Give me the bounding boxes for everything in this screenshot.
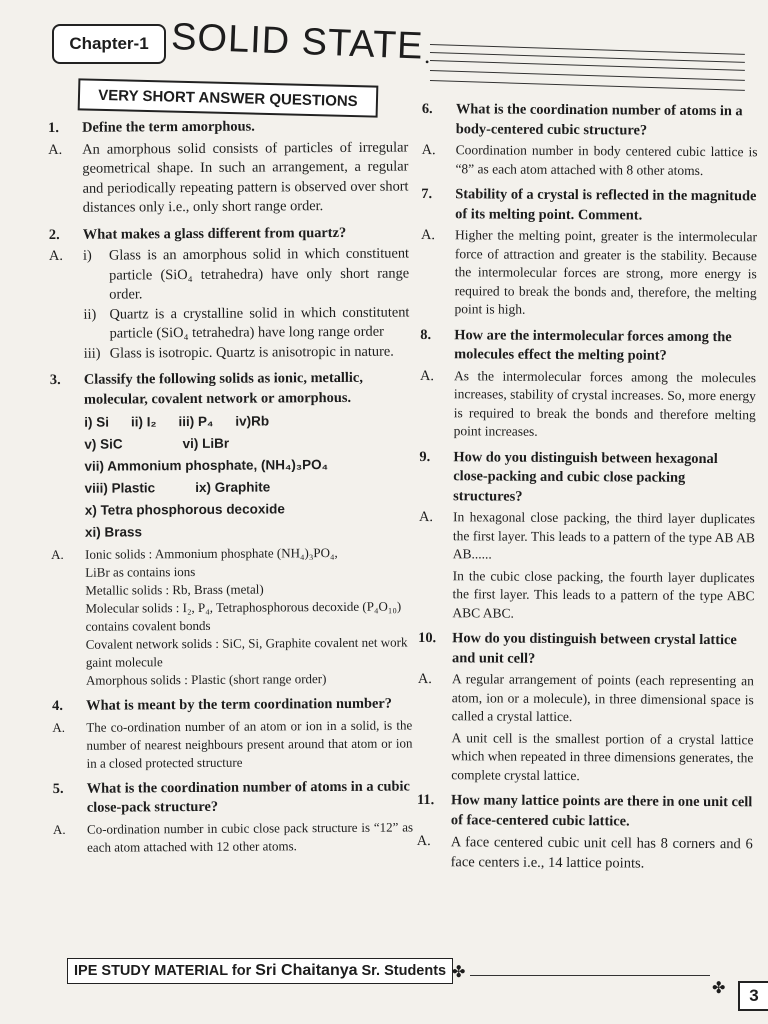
answer-line: Metallic solids : Rb, Brass (metal)	[85, 581, 264, 598]
footer-brand: Sri Chaitanya	[255, 962, 358, 979]
answer-text: Co-ordination number in cubic close pack structure is “12” as each atom attached with 12 other atoms.	[86, 818, 414, 855]
answer-label: A.	[417, 670, 432, 688]
page-number: 3	[738, 981, 768, 1011]
answer-8	[420, 366, 757, 442]
item-label: ii)	[83, 306, 97, 323]
question-9	[419, 447, 755, 508]
answer-label: A.	[48, 141, 63, 158]
footer-banner	[67, 958, 453, 984]
answer-label: A.	[48, 247, 64, 264]
question-number: 4.	[52, 697, 63, 714]
chapter-label: Chapter-1	[52, 24, 166, 64]
answer-label: A.	[420, 226, 436, 244]
answer-paragraph: In the cubic close packing, the fourth layer duplicates the first layer. This leads to a pattern of the type ABC ABC ABC.	[452, 567, 755, 621]
footer-prefix: IPE STUDY MATERIAL for	[74, 963, 252, 979]
question-number: 1.	[48, 119, 59, 136]
answer-label: A.	[52, 821, 66, 837]
question-number: 10.	[418, 629, 437, 647]
options-3	[50, 409, 411, 544]
item-text: Glass is an amorphous solid in which constituent particle (SiO₄ tetrahedra) have only short range order.	[108, 245, 410, 303]
footer-rule	[470, 975, 710, 976]
option: x) Tetra phosphorous decoxide	[84, 501, 285, 518]
question-4	[52, 694, 412, 716]
answer-1	[48, 138, 409, 219]
answer-7	[420, 226, 757, 321]
answer-3	[51, 543, 412, 690]
answer-label: A.	[421, 141, 436, 159]
item-label: iii)	[83, 345, 101, 362]
question-text: How do you distinguish between crystal lattice and unit cell?	[452, 630, 737, 667]
question-text: What makes a glass different from quartz?	[82, 224, 347, 243]
answer-6	[421, 141, 757, 180]
header-rule	[430, 70, 745, 81]
answer-2	[49, 244, 410, 364]
answer-label: A.	[51, 546, 64, 562]
answer-list	[83, 244, 410, 363]
answer-line: Amorphous solids : Plastic (short range order)	[85, 671, 327, 688]
answer-paragraphs	[451, 670, 754, 786]
question-text: What is the coordination number of atoms in a body-centered cubic structure?	[455, 101, 743, 139]
question-5	[53, 777, 413, 819]
item-text: Glass is isotropic. Quartz is anisotropic in nature.	[109, 343, 394, 362]
answer-line: Ionic solids : Ammonium phosphate (NH₄)₃PO₄,	[85, 544, 338, 562]
answer-line: Covalent network solids : SiC, Si, Graphite covalent net work gaint molecule	[85, 634, 408, 670]
question-number: 9.	[419, 448, 431, 465]
question-number: 11.	[417, 791, 435, 809]
left-column	[48, 109, 413, 856]
answer-text: A face centered cubic unit cell has 8 corners and 6 face centers i.e., 14 lattice points.	[450, 834, 753, 872]
options-spacer	[50, 412, 85, 544]
answer-label: A.	[418, 508, 434, 526]
question-number: 3.	[49, 371, 61, 388]
flourish-icon: ✤	[712, 980, 726, 997]
answer-line: Molecular solids : I₂, P₄, Tetraphosphorous decoxide (P₄O₁₀) contains covalent bonds	[85, 598, 402, 634]
question-number: 6.	[421, 100, 433, 118]
option: vi) LiBr	[182, 435, 230, 452]
answer-text: Higher the melting point, greater is the intermolecular force of attraction and greater is the stability. Because the intermolecular forces are strong, more energy is required to break the bonds and, therefore, the melting point is high.	[454, 227, 758, 317]
question-number: 2.	[48, 226, 60, 243]
answer-label: A.	[52, 719, 65, 735]
answer-label: A.	[419, 367, 435, 384]
question-text: How many lattice points are there in one unit cell of face-centered cubic lattice.	[450, 792, 753, 829]
option: iii) P₄	[178, 413, 214, 430]
answer-label: A.	[416, 832, 431, 850]
item-text: Quartz is a crystalline solid in which constitutent particle (SiO₄ tetrahedra) have long range order	[109, 303, 410, 342]
question-text: What is the coordination number of atoms in a cubic close-pack structure?	[86, 777, 410, 816]
question-text: How are the intermolecular forces among the molecules effect the melting point?	[454, 326, 732, 364]
option: iv)Rb	[235, 413, 270, 429]
header-bullet: •	[425, 55, 430, 69]
option: ii) I₂	[130, 414, 157, 430]
answer-paragraph: A unit cell is the smallest portion of a crystal lattice which when repeated in three dimensions generates, the complete crystal lattice.	[451, 729, 754, 783]
option: i) Si	[84, 414, 109, 430]
answer-11	[417, 832, 753, 874]
answer-text: The co-ordination number of an atom or ion in a solid, is the number of nearest neighbours present around that atom or ion in a closed protected structure	[86, 716, 413, 771]
answer-paragraph: A regular arrangement of points (each representing an atom, ion or a molecule), in three dimensional space is called a crystal lattice.	[451, 671, 754, 725]
answer-4	[52, 716, 412, 773]
item-label: i)	[82, 247, 92, 264]
options-list	[84, 409, 411, 543]
question-3	[50, 368, 410, 410]
section-label: VERY SHORT ANSWER QUESTIONS	[78, 78, 379, 117]
right-column	[417, 93, 758, 874]
answer-5	[53, 818, 413, 857]
question-6	[422, 100, 758, 141]
flourish-icon: ✤	[452, 964, 466, 981]
answer-paragraph: In hexagonal close packing, the third layer duplicates the first layer. This leads to a pattern of the type AB AB AB......	[452, 509, 756, 562]
question-2	[49, 223, 409, 245]
answer-line: LiBr as contains ions	[85, 563, 196, 580]
option: viii) Plastic	[84, 480, 156, 496]
chapter-title: SOLID STATE	[170, 16, 425, 68]
header-rule	[430, 80, 745, 91]
question-number: 7.	[421, 185, 433, 203]
answer-text: An amorphous solid consists of particles of irregular geometrical shape. In such an arrangement, a regular and periodically repeating pattern is observed over short distances only i.e., only short range order.	[82, 138, 409, 216]
question-number: 5.	[52, 780, 64, 797]
option: v) SiC	[84, 436, 123, 452]
header-rule	[430, 60, 745, 71]
question-10	[418, 629, 754, 670]
footer-suffix: Sr. Students	[361, 963, 447, 979]
question-1	[48, 116, 408, 138]
question-text: Classify the following solids as ionic, metallic, molecular, covalent network or amorphous.	[83, 369, 363, 408]
question-text: Define the term amorphous.	[82, 118, 255, 136]
question-text: What is meant by the term coordination number?	[86, 695, 392, 714]
answer-item	[83, 244, 409, 305]
question-8	[420, 325, 756, 366]
answer-paragraphs	[452, 508, 755, 624]
option: vii) Ammonium phosphate, (NH₄)₃PO₄	[84, 457, 329, 474]
answer-text: As the intermolecular forces among the molecules increases, stability of crystal increases. So, more energy is required to break the bonds and therefore melting point increases.	[453, 367, 757, 439]
question-text: How do you distinguish between hexagonal close-packing and cubic close packing structures?	[453, 448, 718, 505]
answer-10	[417, 670, 754, 786]
question-text: Stability of a crystal is reflected in the magnitude of its melting point. Comment.	[455, 186, 757, 224]
question-number: 8.	[420, 326, 432, 343]
answer-9	[418, 508, 755, 624]
answer-lines	[85, 543, 412, 689]
question-7	[421, 185, 757, 226]
option: ix) Graphite	[195, 479, 271, 495]
option: xi) Brass	[84, 524, 143, 540]
answer-item	[83, 303, 409, 344]
answer-item	[84, 342, 410, 364]
question-11	[417, 791, 753, 832]
answer-text: Coordination number in body centered cubic lattice is “8” as each atom attached with 8 other atoms.	[455, 142, 758, 178]
